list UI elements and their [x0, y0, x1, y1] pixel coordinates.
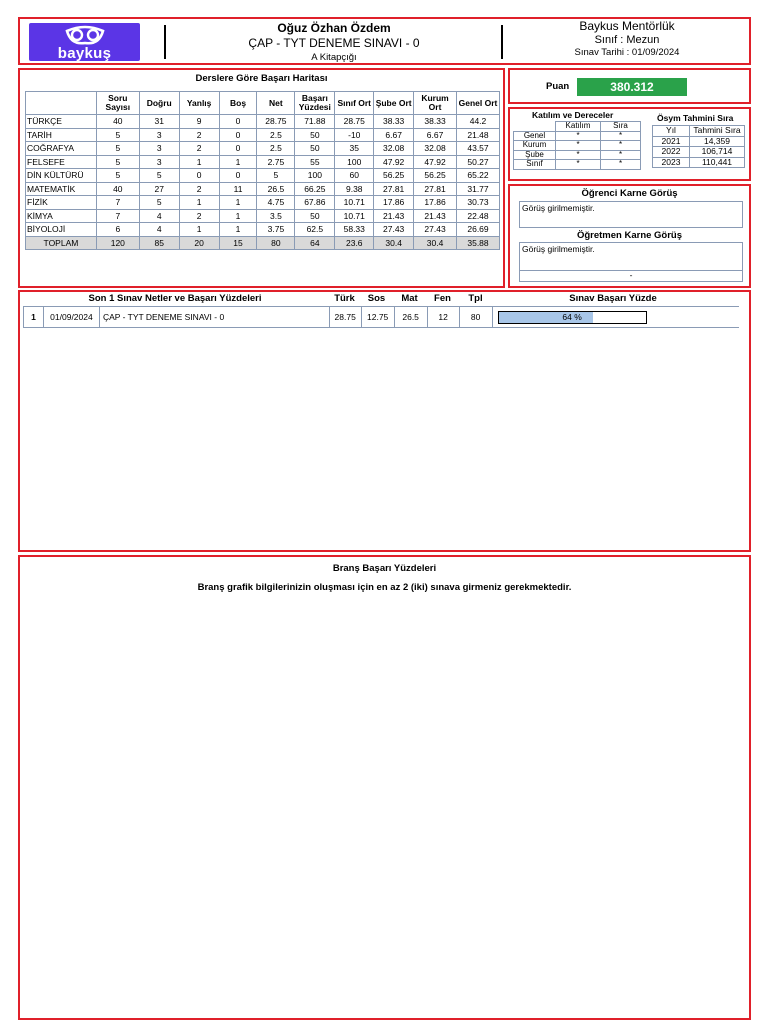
- table-cell: 65.22: [457, 169, 500, 183]
- table-row: [514, 150, 641, 160]
- teacher-comment-box: Görüş girilmemiştir.: [519, 242, 743, 271]
- table-row: [26, 209, 500, 223]
- table-cell: 9: [179, 115, 219, 129]
- header-divider: [164, 25, 166, 59]
- booklet-type: A Kitapçığı: [311, 52, 357, 63]
- table-cell: 27.43: [414, 223, 457, 237]
- results-col-header: Şube Ort: [374, 92, 414, 115]
- results-col-header: Kurum Ort: [414, 92, 457, 115]
- table-cell: 100: [295, 169, 335, 183]
- table-cell: 21.43: [414, 209, 457, 223]
- table-row: [653, 147, 745, 158]
- table-cell: 2.5: [257, 128, 295, 142]
- table-cell: *: [601, 131, 641, 141]
- table-cell: 2: [179, 182, 219, 196]
- table-cell: 4: [139, 223, 179, 237]
- teacher-comment-title: Öğretmen Karne Görüş: [576, 230, 683, 241]
- participation-panel: [508, 107, 751, 181]
- table-cell: 2.75: [257, 155, 295, 169]
- table-cell: 40: [96, 115, 139, 129]
- branch-panel: [18, 555, 751, 1020]
- table-cell: 30.73: [457, 196, 500, 210]
- table-cell: 35: [335, 142, 374, 156]
- table-cell: 17.86: [374, 196, 414, 210]
- table-cell: 5: [96, 142, 139, 156]
- table-cell: 62.5: [295, 223, 335, 237]
- results-col-header: Başarı Yüzdesi: [295, 92, 335, 115]
- participation-scope: Kurum: [514, 141, 556, 151]
- col-tpl-header: Tpl: [468, 293, 483, 304]
- table-cell: 32.08: [414, 142, 457, 156]
- student-comment-box: Görüş girilmemiştir.: [519, 201, 743, 228]
- table-row: [24, 307, 740, 328]
- table-cell: 26.5: [257, 182, 295, 196]
- results-col-header: Boş: [219, 92, 257, 115]
- participation-header-row: [514, 122, 641, 132]
- table-row: [514, 160, 641, 170]
- baykus-logo: [29, 23, 140, 61]
- table-cell: 44.2: [457, 115, 500, 129]
- col-fen-header: Fen: [434, 293, 451, 304]
- total-cell: 15: [219, 236, 257, 250]
- last-exams-title: Son 1 Sınav Netler ve Başarı Yüzdeleri: [88, 293, 262, 304]
- table-cell: 1: [179, 196, 219, 210]
- total-cell: 30.4: [414, 236, 457, 250]
- results-col-header: Yanlış: [179, 92, 219, 115]
- teacher-comment-footer: -: [519, 271, 743, 282]
- table-cell: 26.69: [457, 223, 500, 237]
- branch-message: Branş grafik bilgilerinizin oluşması için en az 2 (iki) sınava girmeniz gerekmektedir.: [197, 582, 572, 593]
- osym-table: [652, 125, 745, 168]
- total-cell: 23.6: [335, 236, 374, 250]
- table-cell: 27.43: [374, 223, 414, 237]
- table-cell: 38.33: [374, 115, 414, 129]
- osym-rank: 106,714: [690, 147, 745, 158]
- table-cell: *: [601, 160, 641, 170]
- participation-scope: Sınıf: [514, 160, 556, 170]
- table-row: [26, 128, 500, 142]
- table-cell: 55: [295, 155, 335, 169]
- table-cell: 27.81: [374, 182, 414, 196]
- last-exams-panel: [18, 290, 751, 552]
- logo-word: baykuş: [57, 45, 112, 62]
- participation-table: [513, 121, 641, 170]
- table-cell: 3: [139, 155, 179, 169]
- table-row: [653, 157, 745, 168]
- table-cell: 1: [179, 223, 219, 237]
- net-mat: 26.5: [394, 307, 427, 328]
- participation-col-header: Katılım: [556, 122, 601, 132]
- table-cell: 50.27: [457, 155, 500, 169]
- subject-name: DİN KÜLTÜRÜ: [26, 169, 97, 183]
- table-cell: 5: [257, 169, 295, 183]
- success-progress-bar: [498, 311, 647, 324]
- exam-name-cell: ÇAP - TYT DENEME SINAVI - 0: [99, 307, 329, 328]
- results-header-row: [26, 92, 500, 115]
- table-cell: 43.57: [457, 142, 500, 156]
- table-cell: *: [601, 141, 641, 151]
- company-info: [502, 19, 752, 58]
- table-cell: 47.92: [414, 155, 457, 169]
- osym-year: 2021: [653, 136, 690, 147]
- exam-no: 1: [24, 307, 44, 328]
- table-cell: *: [556, 150, 601, 160]
- table-cell: 28.75: [335, 115, 374, 129]
- results-map-title: Derslere Göre Başarı Haritası: [195, 73, 328, 84]
- table-cell: 4.75: [257, 196, 295, 210]
- table-cell: 100: [335, 155, 374, 169]
- table-cell: 21.43: [374, 209, 414, 223]
- participation-scope: Şube: [514, 150, 556, 160]
- table-row: [26, 223, 500, 237]
- exam-name: ÇAP - TYT DENEME SINAVI - 0: [248, 36, 420, 50]
- table-cell: 32.08: [374, 142, 414, 156]
- company-name: Baykus Mentörlük: [579, 19, 675, 33]
- table-cell: 2: [179, 209, 219, 223]
- table-cell: 0: [219, 115, 257, 129]
- osym-title: Ösym Tahmini Sıra: [657, 113, 734, 123]
- results-col-header: [26, 92, 97, 115]
- table-cell: 17.86: [414, 196, 457, 210]
- net-fen: 12: [427, 307, 459, 328]
- total-cell: 85: [139, 236, 179, 250]
- exam-date: Sınav Tarihi : 01/09/2024: [574, 47, 680, 58]
- table-cell: 1: [179, 155, 219, 169]
- participation-title: Katılım ve Dereceler: [532, 110, 614, 120]
- table-cell: 5: [96, 128, 139, 142]
- table-cell: 0: [219, 142, 257, 156]
- exam-info: [168, 19, 500, 63]
- table-cell: 66.25: [295, 182, 335, 196]
- table-row: [26, 115, 500, 129]
- table-cell: 0: [179, 169, 219, 183]
- score-label: Puan: [546, 81, 570, 92]
- exam-date-cell: 01/09/2024: [43, 307, 99, 328]
- table-row: [514, 141, 641, 151]
- participation-col-header: [514, 122, 556, 132]
- table-row: [26, 182, 500, 196]
- table-cell: 10.71: [335, 196, 374, 210]
- subject-name: MATEMATİK: [26, 182, 97, 196]
- net-total: 80: [459, 307, 492, 328]
- table-cell: 27: [139, 182, 179, 196]
- class-label: Sınıf : Mezun: [594, 34, 660, 46]
- participation-col-header: Sıra: [601, 122, 641, 132]
- osym-year: 2023: [653, 157, 690, 168]
- results-col-header: Soru Sayısı: [96, 92, 139, 115]
- table-cell: *: [601, 150, 641, 160]
- subject-name: KİMYA: [26, 209, 97, 223]
- table-cell: 0: [219, 128, 257, 142]
- table-row: [653, 136, 745, 147]
- table-cell: 6: [96, 223, 139, 237]
- results-col-header: Net: [257, 92, 295, 115]
- results-table: [25, 91, 500, 250]
- table-cell: 10.71: [335, 209, 374, 223]
- table-cell: 1: [219, 209, 257, 223]
- osym-rank: 14,359: [690, 136, 745, 147]
- last-exams-table: [23, 306, 739, 328]
- student-name: Oğuz Özhan Özdem: [277, 21, 391, 35]
- table-row: [26, 142, 500, 156]
- total-cell: 80: [257, 236, 295, 250]
- table-cell: 11: [219, 182, 257, 196]
- results-col-header: Doğru: [139, 92, 179, 115]
- table-cell: 56.25: [374, 169, 414, 183]
- total-cell: 120: [96, 236, 139, 250]
- table-cell: 58.33: [335, 223, 374, 237]
- table-cell: 47.92: [374, 155, 414, 169]
- table-cell: *: [556, 160, 601, 170]
- table-cell: 4: [139, 209, 179, 223]
- table-row: [26, 169, 500, 183]
- table-cell: 50: [295, 209, 335, 223]
- table-cell: 5: [96, 155, 139, 169]
- col-sos-header: Sos: [367, 293, 386, 304]
- table-cell: 50: [295, 142, 335, 156]
- table-cell: 22.48: [457, 209, 500, 223]
- total-cell: 20: [179, 236, 219, 250]
- subject-name: COĞRAFYA: [26, 142, 97, 156]
- table-cell: 3: [139, 142, 179, 156]
- table-cell: 2: [179, 142, 219, 156]
- osym-rank: 110,441: [690, 157, 745, 168]
- comments-panel: [508, 184, 751, 288]
- table-cell: 50: [295, 128, 335, 142]
- col-success-header: Sınav Başarı Yüzde: [569, 293, 657, 304]
- table-cell: 67.86: [295, 196, 335, 210]
- table-row: [26, 196, 500, 210]
- table-cell: 2.5: [257, 142, 295, 156]
- results-map-panel: [18, 68, 505, 288]
- table-cell: -10: [335, 128, 374, 142]
- score-panel: [508, 68, 751, 104]
- table-cell: 31: [139, 115, 179, 129]
- table-cell: 6.67: [414, 128, 457, 142]
- table-row: [26, 155, 500, 169]
- subject-name: BİYOLOJİ: [26, 223, 97, 237]
- table-cell: 5: [139, 196, 179, 210]
- table-cell: 1: [219, 223, 257, 237]
- total-cell: 30.4: [374, 236, 414, 250]
- student-comment-title: Öğrenci Karne Görüş: [581, 188, 678, 199]
- table-cell: 38.33: [414, 115, 457, 129]
- table-cell: 1: [219, 196, 257, 210]
- results-col-header: Genel Ort: [457, 92, 500, 115]
- table-cell: 56.25: [414, 169, 457, 183]
- table-cell: 7: [96, 209, 139, 223]
- table-cell: 60: [335, 169, 374, 183]
- table-cell: 31.77: [457, 182, 500, 196]
- success-bar-cell: [492, 307, 739, 328]
- table-cell: 21.48: [457, 128, 500, 142]
- owl-eyes-icon: [63, 25, 107, 47]
- table-cell: 3.75: [257, 223, 295, 237]
- total-label: TOPLAM: [26, 236, 97, 250]
- osym-year: 2022: [653, 147, 690, 158]
- report-header: [18, 17, 751, 65]
- table-cell: 3.5: [257, 209, 295, 223]
- success-bar-label: 64 %: [562, 311, 582, 322]
- table-cell: 5: [139, 169, 179, 183]
- table-cell: 5: [96, 169, 139, 183]
- subject-name: TARİH: [26, 128, 97, 142]
- net-sos: 12.75: [361, 307, 394, 328]
- subject-name: FİZİK: [26, 196, 97, 210]
- table-cell: 27.81: [414, 182, 457, 196]
- col-turk-header: Türk: [334, 293, 355, 304]
- total-cell: 64: [295, 236, 335, 250]
- table-cell: 71.88: [295, 115, 335, 129]
- subject-name: FELSEFE: [26, 155, 97, 169]
- osym-col-header: Yıl: [653, 126, 690, 137]
- table-cell: 1: [219, 155, 257, 169]
- table-cell: 3: [139, 128, 179, 142]
- osym-col-header: Tahmini Sıra: [690, 126, 745, 137]
- participation-scope: Genel: [514, 131, 556, 141]
- col-mat-header: Mat: [401, 293, 418, 304]
- table-cell: 28.75: [257, 115, 295, 129]
- total-cell: 35.88: [457, 236, 500, 250]
- table-cell: 0: [219, 169, 257, 183]
- table-cell: 9.38: [335, 182, 374, 196]
- osym-header-row: [653, 126, 745, 137]
- net-turk: 28.75: [329, 307, 361, 328]
- table-cell: 6.67: [374, 128, 414, 142]
- table-row: [514, 131, 641, 141]
- table-cell: *: [556, 131, 601, 141]
- table-cell: 2: [179, 128, 219, 142]
- subject-name: TÜRKÇE: [26, 115, 97, 129]
- score-value: 380.312: [577, 78, 687, 96]
- table-cell: 7: [96, 196, 139, 210]
- branch-title: Branş Başarı Yüzdeleri: [332, 563, 437, 574]
- table-cell: 40: [96, 182, 139, 196]
- table-cell: *: [556, 141, 601, 151]
- total-row: [26, 236, 500, 250]
- results-col-header: Sınıf Ort: [335, 92, 374, 115]
